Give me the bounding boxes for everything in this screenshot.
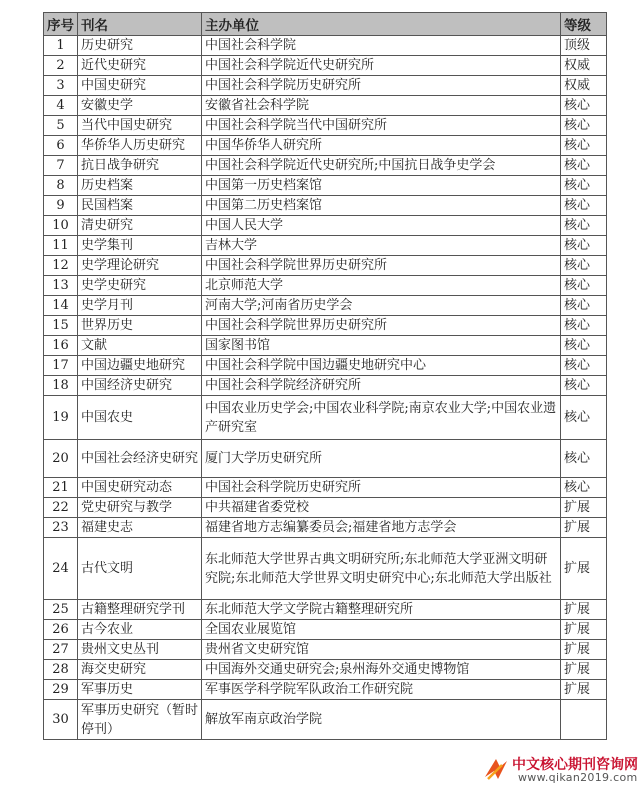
row-level: 核心 <box>561 376 607 396</box>
table-row <box>44 680 607 700</box>
site-logo-icon <box>482 755 510 783</box>
header-seq: 序号 <box>44 13 78 36</box>
header-name: 刊名 <box>78 13 202 36</box>
row-level <box>561 700 607 740</box>
row-journal-name: 史学理论研究 <box>78 256 202 276</box>
table-row <box>44 498 607 518</box>
row-seq: 3 <box>44 76 78 96</box>
row-level: 核心 <box>561 256 607 276</box>
row-level: 核心 <box>561 336 607 356</box>
row-seq: 8 <box>44 176 78 196</box>
table-row <box>44 600 607 620</box>
watermark-title: 中文核心期刊咨询网 <box>512 757 638 773</box>
row-sponsor-org: 河南大学;河南省历史学会 <box>202 296 561 316</box>
table-row <box>44 336 607 356</box>
row-seq: 12 <box>44 256 78 276</box>
row-seq: 2 <box>44 56 78 76</box>
row-seq: 21 <box>44 478 78 498</box>
table-row <box>44 660 607 680</box>
table-row <box>44 96 607 116</box>
row-sponsor-org: 厦门大学历史研究所 <box>202 440 561 478</box>
row-level: 核心 <box>561 156 607 176</box>
row-seq: 13 <box>44 276 78 296</box>
row-seq: 14 <box>44 296 78 316</box>
row-level: 核心 <box>561 176 607 196</box>
row-seq: 19 <box>44 396 78 440</box>
table-body <box>44 36 607 740</box>
row-level: 核心 <box>561 236 607 256</box>
table-header-row <box>44 13 607 36</box>
row-journal-name: 党史研究与教学 <box>78 498 202 518</box>
row-level: 核心 <box>561 440 607 478</box>
watermark-url: www.qikan2019.com <box>518 771 638 784</box>
table-row <box>44 478 607 498</box>
row-journal-name: 安徽史学 <box>78 96 202 116</box>
row-seq: 7 <box>44 156 78 176</box>
row-sponsor-org: 中国华侨华人研究所 <box>202 136 561 156</box>
row-sponsor-org: 吉林大学 <box>202 236 561 256</box>
row-journal-name: 世界历史 <box>78 316 202 336</box>
row-journal-name: 军事历史 <box>78 680 202 700</box>
row-seq: 26 <box>44 620 78 640</box>
row-seq: 17 <box>44 356 78 376</box>
site-watermark <box>478 752 638 786</box>
row-sponsor-org: 贵州省文史研究馆 <box>202 640 561 660</box>
row-journal-name: 民国档案 <box>78 196 202 216</box>
row-sponsor-org: 全国农业展览馆 <box>202 620 561 640</box>
row-level: 核心 <box>561 216 607 236</box>
row-journal-name: 中国史研究动态 <box>78 478 202 498</box>
table-row <box>44 36 607 56</box>
row-seq: 28 <box>44 660 78 680</box>
row-journal-name: 史学集刊 <box>78 236 202 256</box>
header-level: 等级 <box>561 13 607 36</box>
table-row <box>44 116 607 136</box>
row-sponsor-org: 中国社会科学院中国边疆史地研究中心 <box>202 356 561 376</box>
row-journal-name: 历史研究 <box>78 36 202 56</box>
row-seq: 22 <box>44 498 78 518</box>
row-sponsor-org: 中国社会科学院当代中国研究所 <box>202 116 561 136</box>
table-row <box>44 640 607 660</box>
row-level: 扩展 <box>561 538 607 600</box>
row-seq: 18 <box>44 376 78 396</box>
row-journal-name: 军事历史研究（暂时停刊） <box>78 700 202 740</box>
row-sponsor-org: 中国社会科学院世界历史研究所 <box>202 256 561 276</box>
row-seq: 4 <box>44 96 78 116</box>
row-level: 扩展 <box>561 660 607 680</box>
table-row <box>44 700 607 740</box>
row-journal-name: 文献 <box>78 336 202 356</box>
row-journal-name: 史学史研究 <box>78 276 202 296</box>
row-journal-name: 福建史志 <box>78 518 202 538</box>
row-sponsor-org: 中国农业历史学会;中国农业科学院;南京农业大学;中国农业遗产研究室 <box>202 396 561 440</box>
row-level: 核心 <box>561 396 607 440</box>
row-level: 核心 <box>561 316 607 336</box>
journal-table <box>43 12 607 740</box>
table-row <box>44 76 607 96</box>
row-journal-name: 当代中国史研究 <box>78 116 202 136</box>
row-level: 权威 <box>561 76 607 96</box>
row-sponsor-org: 解放军南京政治学院 <box>202 700 561 740</box>
row-seq: 16 <box>44 336 78 356</box>
table-row <box>44 296 607 316</box>
row-journal-name: 华侨华人历史研究 <box>78 136 202 156</box>
row-journal-name: 历史档案 <box>78 176 202 196</box>
row-level: 核心 <box>561 96 607 116</box>
header-org: 主办单位 <box>202 13 561 36</box>
table-row <box>44 396 607 440</box>
row-sponsor-org: 中国第二历史档案馆 <box>202 196 561 216</box>
row-sponsor-org: 中国社会科学院世界历史研究所 <box>202 316 561 336</box>
row-seq: 23 <box>44 518 78 538</box>
table-row <box>44 620 607 640</box>
table-row <box>44 276 607 296</box>
row-level: 扩展 <box>561 600 607 620</box>
row-journal-name: 近代史研究 <box>78 56 202 76</box>
table-row <box>44 356 607 376</box>
row-seq: 1 <box>44 36 78 56</box>
table-row <box>44 518 607 538</box>
row-level: 顶级 <box>561 36 607 56</box>
row-sponsor-org: 国家图书馆 <box>202 336 561 356</box>
table-row <box>44 376 607 396</box>
row-journal-name: 中国农史 <box>78 396 202 440</box>
row-journal-name: 海交史研究 <box>78 660 202 680</box>
row-sponsor-org: 中国人民大学 <box>202 216 561 236</box>
row-journal-name: 贵州文史丛刊 <box>78 640 202 660</box>
row-seq: 29 <box>44 680 78 700</box>
row-journal-name: 中国边疆史地研究 <box>78 356 202 376</box>
row-journal-name: 古代文明 <box>78 538 202 600</box>
table-row <box>44 236 607 256</box>
row-sponsor-org: 福建省地方志编纂委员会;福建省地方志学会 <box>202 518 561 538</box>
row-sponsor-org: 中国社会科学院历史研究所 <box>202 478 561 498</box>
table-row <box>44 156 607 176</box>
row-level: 核心 <box>561 478 607 498</box>
row-level: 核心 <box>561 136 607 156</box>
row-level: 核心 <box>561 116 607 136</box>
table-row <box>44 176 607 196</box>
row-journal-name: 中国经济史研究 <box>78 376 202 396</box>
row-sponsor-org: 东北师范大学世界古典文明研究所;东北师范大学亚洲文明研究院;东北师范大学世界文明史研究中心;东北师范大学出版社 <box>202 538 561 600</box>
row-level: 核心 <box>561 356 607 376</box>
table-row <box>44 196 607 216</box>
row-level: 扩展 <box>561 680 607 700</box>
row-seq: 5 <box>44 116 78 136</box>
row-sponsor-org: 北京师范大学 <box>202 276 561 296</box>
row-sponsor-org: 中国海外交通史研究会;泉州海外交通史博物馆 <box>202 660 561 680</box>
row-sponsor-org: 中国社会科学院经济研究所 <box>202 376 561 396</box>
row-seq: 25 <box>44 600 78 620</box>
table-row <box>44 440 607 478</box>
table-row <box>44 216 607 236</box>
row-sponsor-org: 东北师范大学文学院古籍整理研究所 <box>202 600 561 620</box>
row-journal-name: 清史研究 <box>78 216 202 236</box>
row-sponsor-org: 安徽省社会科学院 <box>202 96 561 116</box>
row-level: 扩展 <box>561 620 607 640</box>
row-sponsor-org: 中国社会科学院近代史研究所 <box>202 56 561 76</box>
row-sponsor-org: 中国社会科学院历史研究所 <box>202 76 561 96</box>
row-level: 扩展 <box>561 498 607 518</box>
table-row <box>44 316 607 336</box>
row-journal-name: 古籍整理研究学刊 <box>78 600 202 620</box>
row-seq: 20 <box>44 440 78 478</box>
row-journal-name: 中国社会经济史研究 <box>78 440 202 478</box>
journal-table-container <box>43 12 606 740</box>
row-level: 核心 <box>561 276 607 296</box>
row-seq: 11 <box>44 236 78 256</box>
row-level: 扩展 <box>561 518 607 538</box>
row-sponsor-org: 中国社会科学院 <box>202 36 561 56</box>
row-sponsor-org: 军事医学科学院军队政治工作研究院 <box>202 680 561 700</box>
row-seq: 30 <box>44 700 78 740</box>
table-row <box>44 256 607 276</box>
row-sponsor-org: 中共福建省委党校 <box>202 498 561 518</box>
row-level: 权威 <box>561 56 607 76</box>
table-row <box>44 136 607 156</box>
row-journal-name: 抗日战争研究 <box>78 156 202 176</box>
table-row <box>44 56 607 76</box>
row-seq: 15 <box>44 316 78 336</box>
row-journal-name: 史学月刊 <box>78 296 202 316</box>
row-seq: 6 <box>44 136 78 156</box>
row-seq: 9 <box>44 196 78 216</box>
row-journal-name: 古今农业 <box>78 620 202 640</box>
row-sponsor-org: 中国社会科学院近代史研究所;中国抗日战争史学会 <box>202 156 561 176</box>
table-row <box>44 538 607 600</box>
row-sponsor-org: 中国第一历史档案馆 <box>202 176 561 196</box>
row-level: 核心 <box>561 296 607 316</box>
row-level: 扩展 <box>561 640 607 660</box>
row-seq: 10 <box>44 216 78 236</box>
row-seq: 24 <box>44 538 78 600</box>
row-level: 核心 <box>561 196 607 216</box>
row-journal-name: 中国史研究 <box>78 76 202 96</box>
row-seq: 27 <box>44 640 78 660</box>
